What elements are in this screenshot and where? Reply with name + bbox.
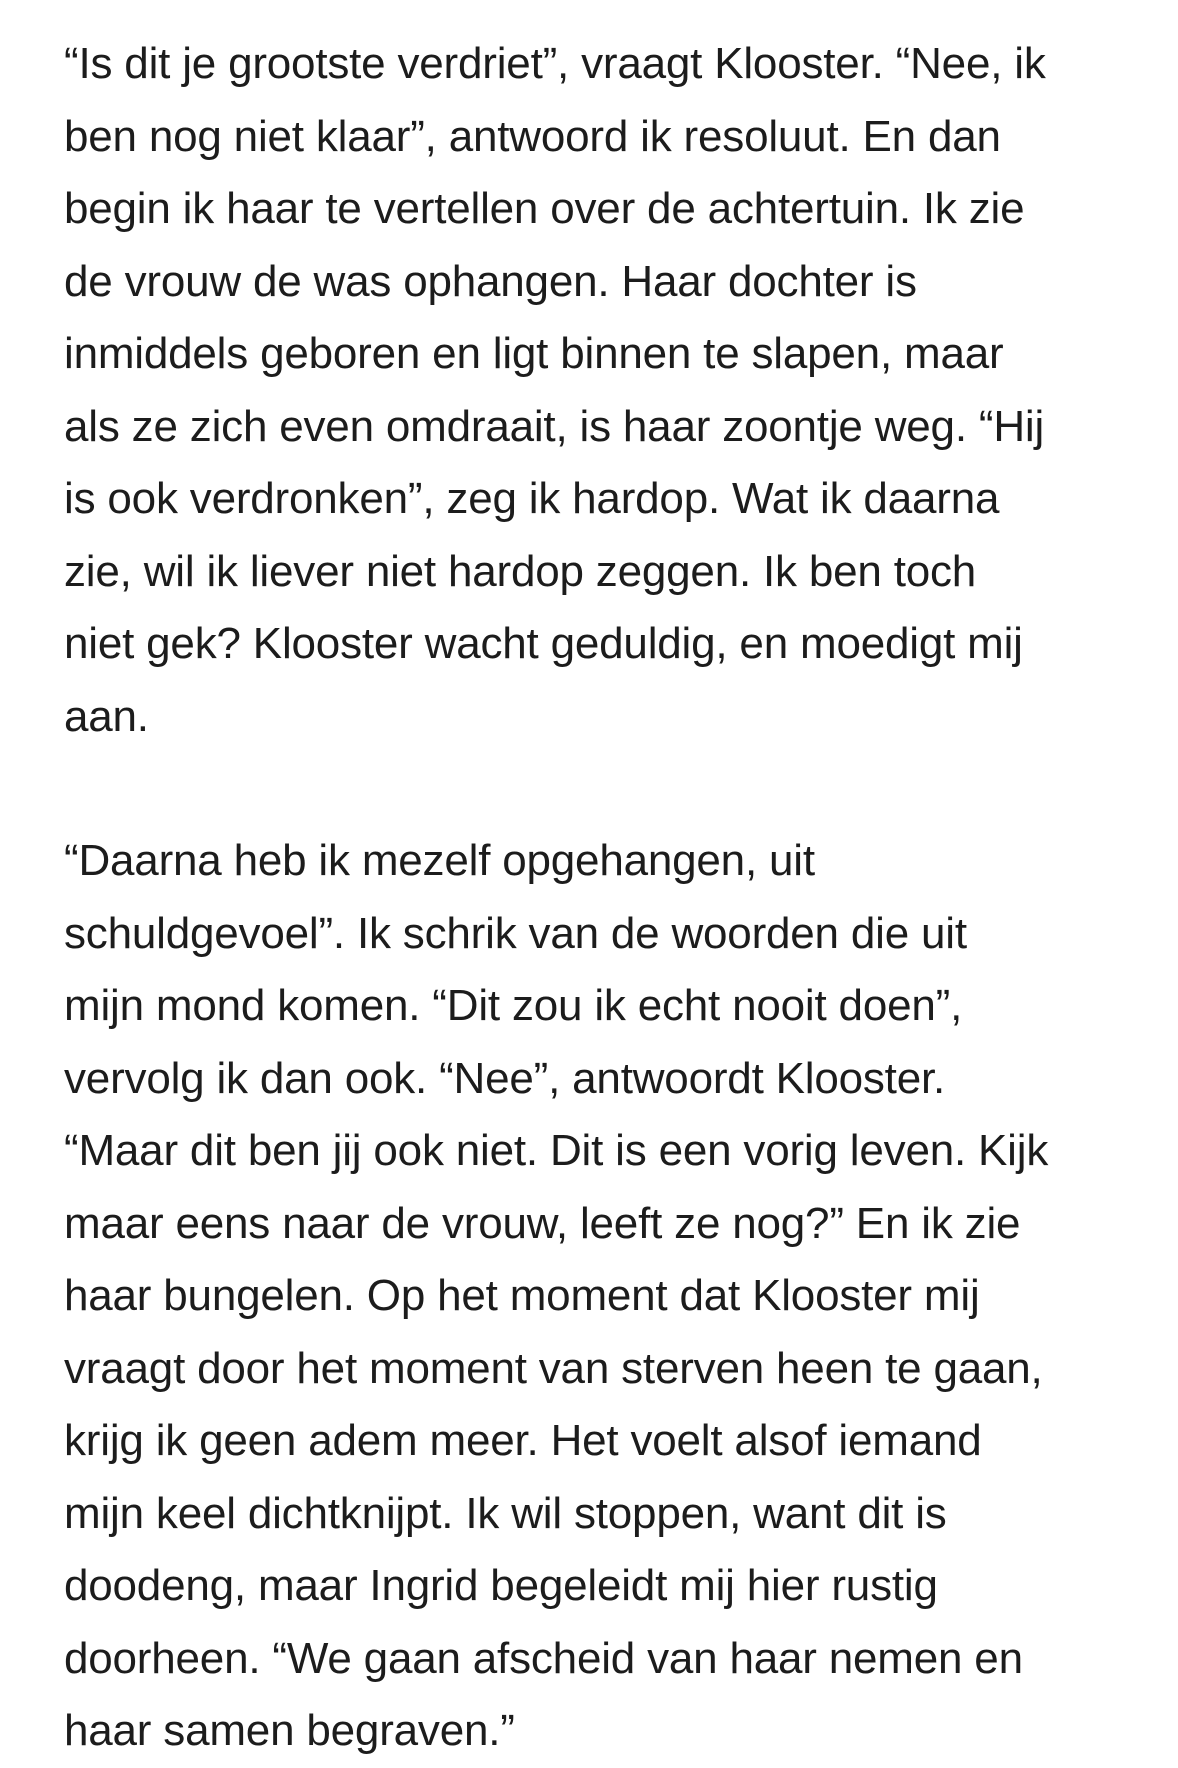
article-body (64, 28, 1154, 1768)
paragraph-line: doorheen. “We gaan afscheid van haar nemen en (64, 1633, 1023, 1683)
paragraph-line: niet gek? Klooster wacht geduldig, en moedigt mij (64, 619, 1023, 668)
paragraph-line: doodeng, maar Ingrid begeleidt mij hier rustig (64, 1561, 938, 1610)
paragraph-line: begin ik haar te vertellen over de achtertuin. Ik zie (64, 184, 1025, 233)
paragraph-line: mijn mond komen. “Dit zou ik echt nooit doen”, (64, 981, 963, 1030)
paragraph-line: inmiddels geboren en ligt binnen te slapen, maar (64, 329, 1004, 378)
paragraph-line: “Daarna heb ik mezelf opgehangen, uit (64, 836, 815, 885)
paragraph-line: als ze zich even omdraait, is haar zoontje weg. “Hij (64, 401, 1045, 451)
paragraph-line: mijn keel dichtknijpt. Ik wil stoppen, want dit is (64, 1488, 947, 1538)
paragraph-line: maar eens naar de vrouw, leeft ze nog?” En ik zie (64, 1198, 1021, 1248)
paragraph-line: vraagt door het moment van sterven heen te gaan, (64, 1343, 1043, 1393)
paragraph-line: zie, wil ik liever niet hardop zeggen. Ik ben toch (64, 546, 977, 596)
paragraph-line: “Is dit je grootste verdriet”, vraagt Klooster. “Nee, ik (64, 39, 1046, 88)
paragraph-2 (64, 825, 1154, 1768)
paragraph-line: is ook verdronken”, zeg ik hardop. Wat ik daarna (64, 474, 1000, 523)
paragraph-line: ben nog niet klaar”, antwoord ik resoluut. En dan (64, 111, 1001, 161)
paragraph-line: krijg ik geen adem meer. Het voelt alsof iemand (64, 1416, 982, 1465)
paragraph-line: vervolg ik dan ook. “Nee”, antwoordt Klooster. (64, 1053, 946, 1103)
paragraph-line: schuldgevoel”. Ik schrik van de woorden die uit (64, 908, 967, 958)
paragraph-line: aan. (64, 691, 149, 741)
paragraph-line: haar bungelen. Op het moment dat Klooster mij (64, 1271, 980, 1320)
paragraph-line: “Maar dit ben jij ook niet. Dit is een vorig leven. Kijk (64, 1126, 1049, 1175)
paragraph-1 (64, 28, 1154, 753)
paragraph-line: de vrouw de was ophangen. Haar dochter is (64, 256, 917, 306)
paragraph-line: haar samen begraven.” (64, 1706, 515, 1755)
